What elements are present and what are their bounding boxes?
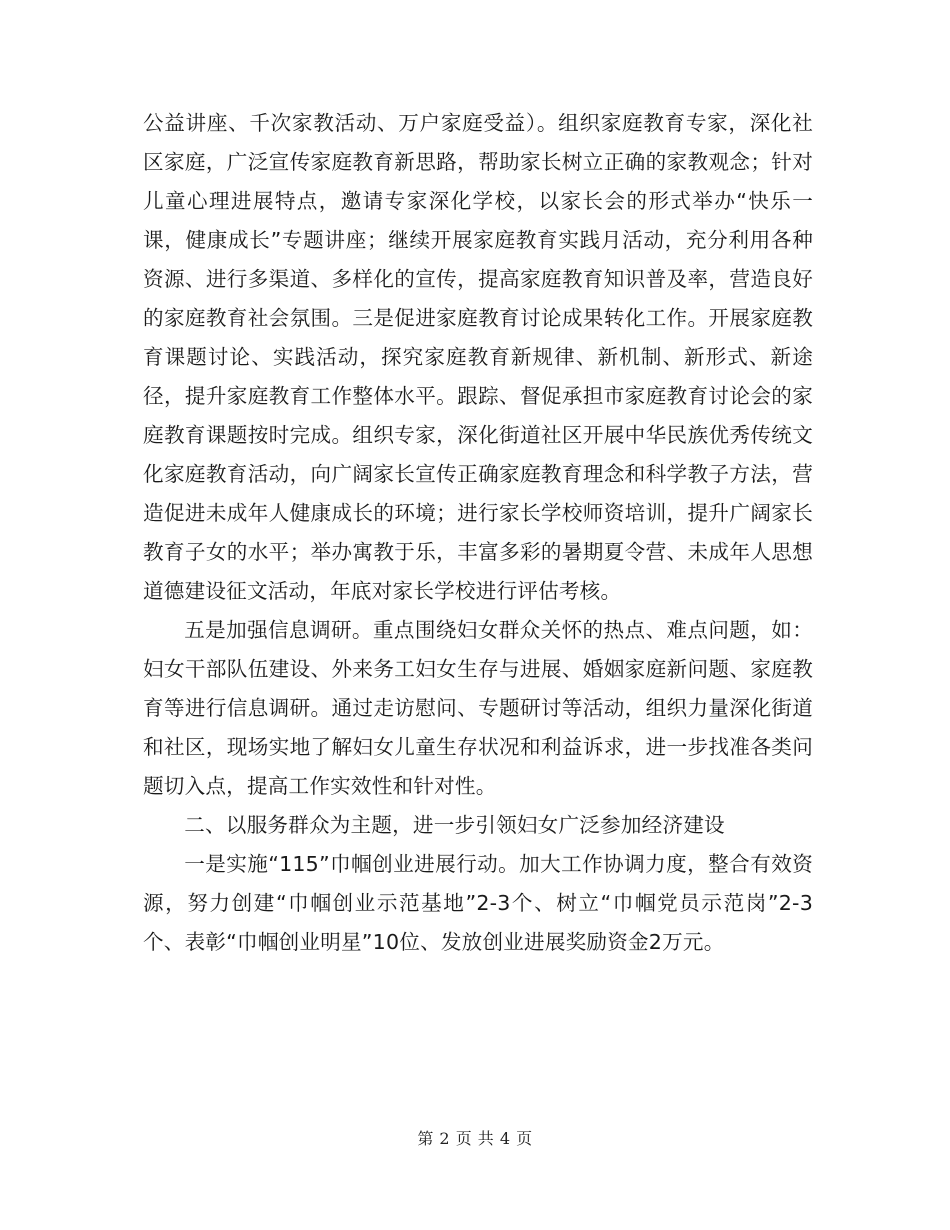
section-heading-economic-construction: 二、以服务群众为主题，进一步引领妇女广泛参加经济建设 — [184, 813, 725, 837]
paragraph-information-research: 五是加强信息调研。重点围绕妇女群众关怀的热点、难点问题，如：妇女干部队伍建设、外来务工妇女生存与进展、婚姻家庭新问题、家庭教育等进行信息调研。通过走访慰问、专题研讨等活动，组织力量深化街道和社区，现场实地了解妇女儿童生存状况和利益诉求，进一步找准各类问题切入点，提高工作实效性和针对性。 — [143, 618, 813, 798]
document-body — [143, 104, 813, 962]
paragraph-family-education: 公益讲座、千次家教活动、万户家庭受益）。组织家庭教育专家，深化社区家庭，广泛宣传家庭教育新思路，帮助家长树立正确的家教观念；针对儿童心理进展特点，邀请专家深化学校，以家长会的形式举办“快乐一课，健康成长”专题讲座；继续开展家庭教育实践月活动，充分利用各种资源、进行多渠道、多样化的宣传，提高家庭教育知识普及率，营造良好的家庭教育社会氛围。三是促进家庭教育讨论成果转化工作。开展家庭教育课题讨论、实践活动，探究家庭教育新规律、新机制、新形式、新途径，提升家庭教育工作整体水平。跟踪、督促承担市家庭教育讨论会的家庭教育课题按时完成。组织专家，深化街道社区开展中华民族优秀传统文化家庭教育活动，向广阔家长宣传正确家庭教育理念和科学教子方法，营造促进未成年人健康成长的环境；进行家长学校师资培训，提升广阔家长教育子女的水平；举办寓教于乐，丰富多彩的暑期夏令营、未成年人思想道德建设征文活动，年底对家长学校进行评估考核。 — [143, 111, 813, 603]
page-number-footer: 第 2 页 共 4 页 — [417, 1129, 533, 1148]
paragraph-entrepreneurship-action: 一是实施“115”巾帼创业进展行动。加大工作协调力度，整合有效资源，努力创建“巾帼创业示范基地”2-3个、树立“巾帼党员示范岗”2-3个、表彰“巾帼创业明星”10位、发放创业进展奖励资金2万元。 — [143, 852, 813, 954]
